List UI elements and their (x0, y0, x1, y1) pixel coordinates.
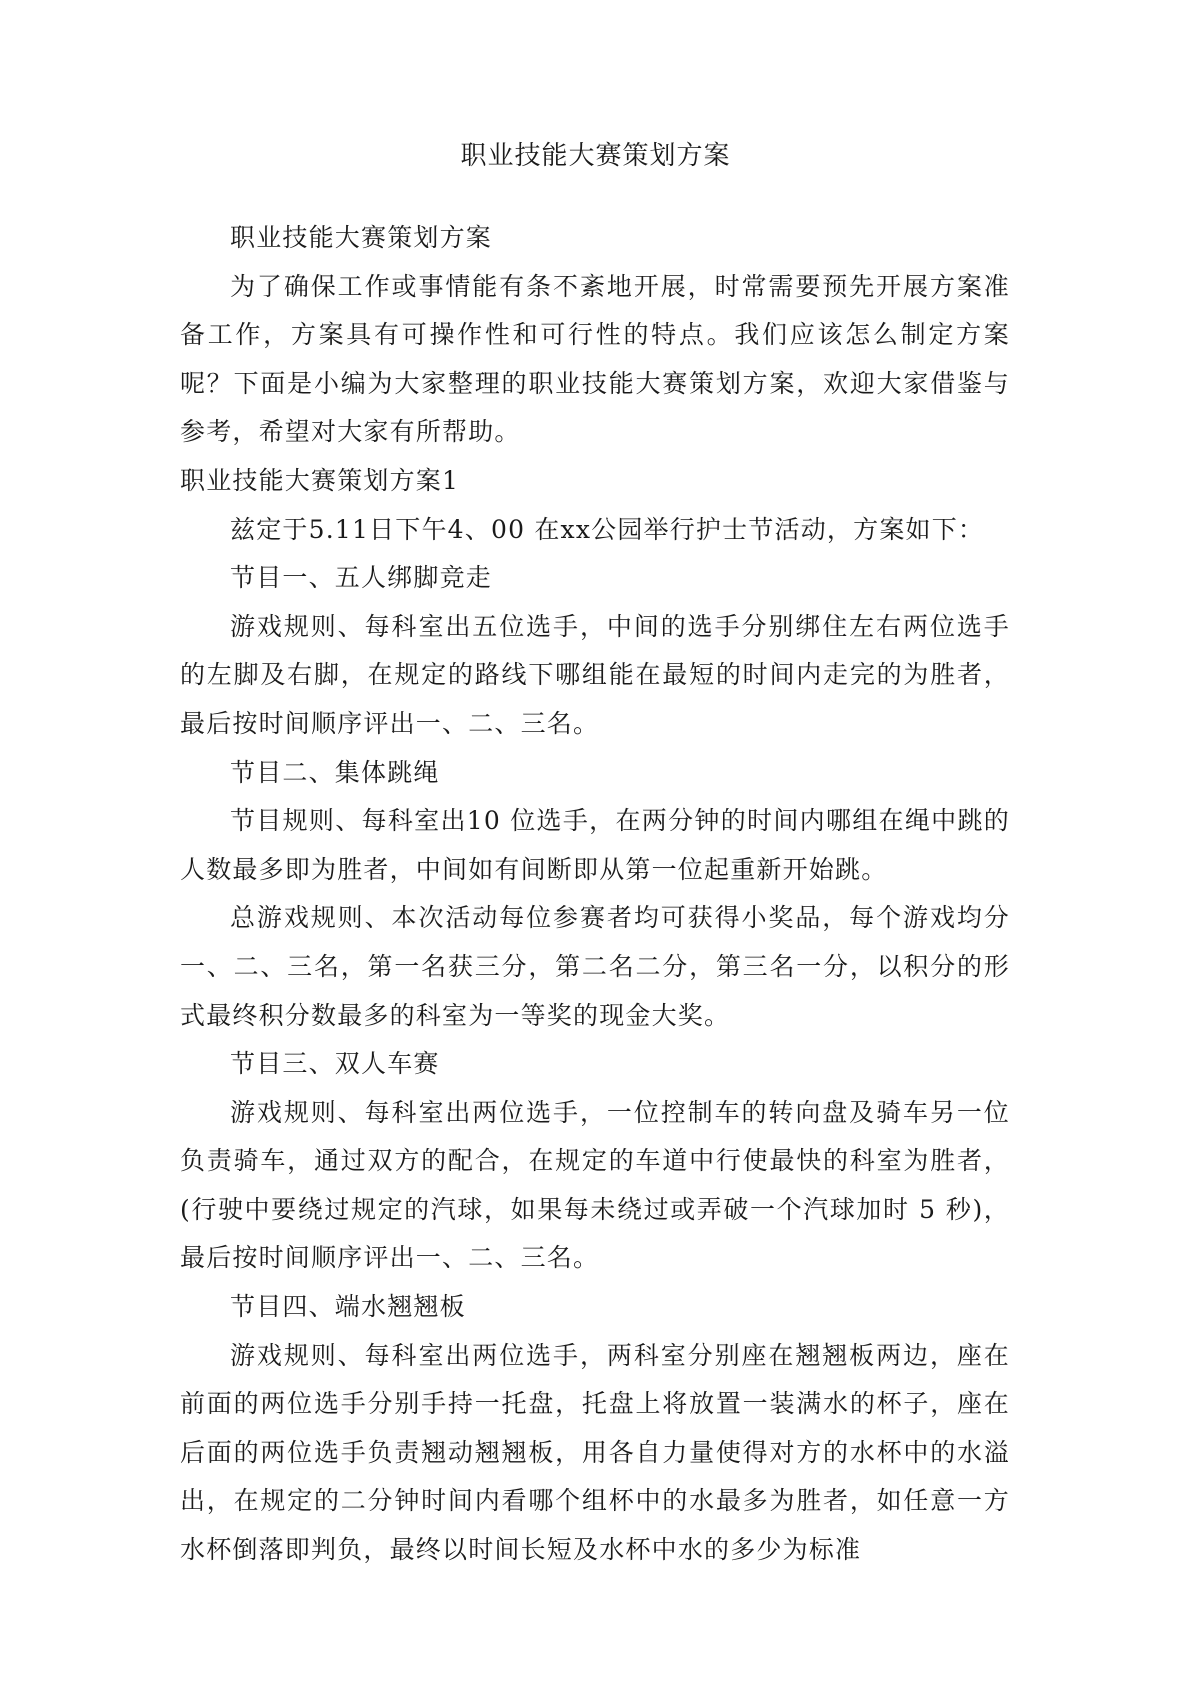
paragraph-schedule: 兹定于5.11日下午4、00 在xx公园举行护士节活动，方案如下： (230, 514, 985, 544)
program-heading-4: 节目四、端水翘翘板 (230, 1292, 466, 1322)
program-rules-4: 游戏规则、每科室出两位选手，两科室分别座在翘翘板两边，座在前面的两位选手分别手持一托盘，托盘上将放置一装满水的杯子，座在后面的两位选手负责翘动翘翘板，用各自力量使得对方的水杯中的水溢出，在规定的二分钟时间内看哪个组杯中的水最多为胜者，如任意一方水杯倒落即判负，最终以时间长短及水杯中水的多少为标准 (180, 1340, 1010, 1565)
overall-rules: 总游戏规则、本次活动每位参赛者均可获得小奖品，每个游戏均分一、二、三名，第一名获三分，第二名二分，第三名一分，以积分的形式最终积分数最多的科室为一等奖的现金大奖。 (180, 903, 1010, 1030)
program-heading-3: 节目三、双人车赛 (230, 1049, 440, 1079)
program-rules-1: 游戏规则、每科室出五位选手，中间的选手分别绑住左右两位选手的左脚及右脚，在规定的路线下哪组能在最短的时间内走完的为胜者，最后按时间顺序评出一、二、三名。 (180, 611, 1010, 738)
program-rules-3: 游戏规则、每科室出两位选手，一位控制车的转向盘及骑车另一位负责骑车，通过双方的配合，在规定的车道中行使最快的科室为胜者，(行驶中要绕过规定的汽球，如果每未绕过或弄破一个汽球加时 5 秒)，最后按时间顺序评出一、二、三名。 (180, 1097, 1010, 1273)
document-body (180, 214, 1010, 1575)
paragraph-subtitle: 职业技能大赛策划方案 (230, 223, 493, 252)
program-heading-1: 节目一、五人绑脚竞走 (230, 563, 493, 593)
paragraph-intro: 为了确保工作或事情能有条不紊地开展，时常需要预先开展方案准备工作，方案具有可操作性和可行性的特点。我们应该怎么制定方案呢？下面是小编为大家整理的职业技能大赛策划方案，欢迎大家借鉴与参考，希望对大家有所帮助。 (180, 271, 1010, 447)
section-heading: 职业技能大赛策划方案1 (180, 465, 460, 495)
document-title: 职业技能大赛策划方案 (460, 141, 731, 171)
program-heading-2: 节目二、集体跳绳 (230, 757, 440, 787)
program-rules-2: 节目规则、每科室出10 位选手，在两分钟的时间内哪组在绳中跳的人数最多即为胜者，中间如有间断即从第一位起重新开始跳。 (180, 806, 1010, 884)
